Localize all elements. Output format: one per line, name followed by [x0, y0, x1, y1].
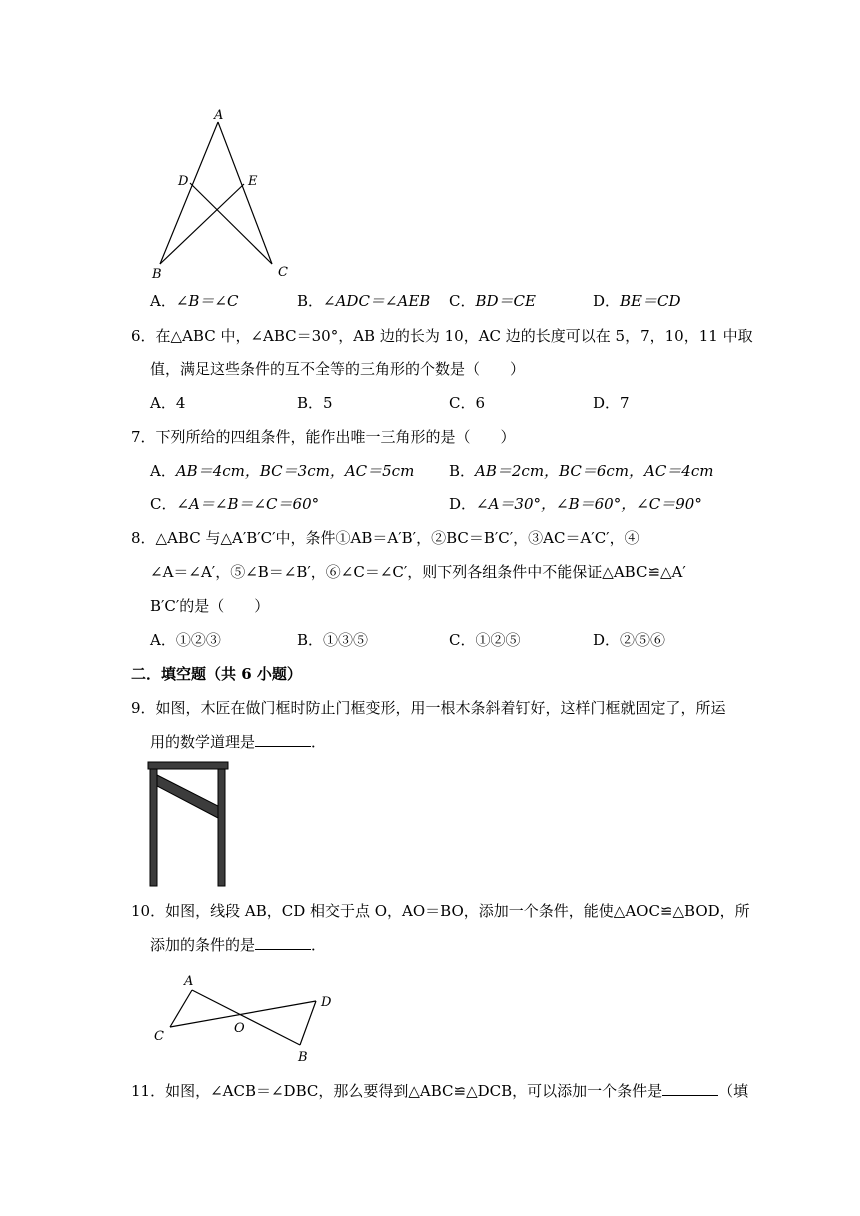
q6-option-c[interactable]: C．6	[449, 394, 486, 412]
q7-option-d[interactable]: D．∠A＝30°，∠B＝60°，∠C＝90°	[449, 495, 702, 513]
segment-ac	[170, 990, 192, 1027]
q9-stem-line1: 9．如图，木匠在做门框时防止门框变形，用一根木条斜着钉好，这样门框就固定了，所运	[131, 699, 726, 717]
triangle-figure-q5	[140, 100, 310, 285]
q8-option-b[interactable]: B．①③⑤	[297, 631, 369, 649]
label-C: C	[154, 1029, 164, 1044]
q6-option-d[interactable]: D．7	[593, 394, 630, 412]
q6-stem-line2: 值，满足这些条件的互不全等的三角形的个数是（ ）	[150, 360, 526, 378]
intersecting-segments-figure	[146, 968, 346, 1066]
q8-stem-line1: 8．△ABC 与△A′B′C′中，条件①AB＝A′B′，②BC＝B′C′，③AC＝A′C′，④	[131, 529, 640, 547]
q7-option-b[interactable]: B．AB＝2cm，BC＝6cm，AC＝4cm	[449, 462, 714, 480]
q6-option-a[interactable]: A．4	[150, 394, 186, 412]
q8-option-a[interactable]: A．①②③	[150, 631, 221, 649]
q5-option-b[interactable]: B．∠ADC＝∠AEB	[297, 292, 431, 310]
q5-option-c[interactable]: C．BD＝CE	[449, 292, 536, 310]
q6-stem-line1: 6．在△ABC 中，∠ABC＝30°，AB 边的长为 10，AC 边的长度可以在 5，7，10，11 中取	[131, 327, 753, 345]
label-E: E	[248, 174, 258, 189]
q6-option-b[interactable]: B．5	[297, 394, 333, 412]
q9-stem-line2: 用的数学道理是 ．	[150, 733, 327, 751]
answer-blank[interactable]	[662, 1081, 718, 1096]
q7-option-a[interactable]: A．AB＝4cm，BC＝3cm，AC＝5cm	[150, 462, 415, 480]
q5-option-d[interactable]: D．BE＝CD	[593, 292, 681, 310]
label-A: A	[184, 974, 194, 989]
q8-stem-line3: B′C′的是（ ）	[150, 597, 270, 615]
section-title: 二．填空题（共 6 小题）	[131, 665, 302, 683]
q8-option-d[interactable]: D．②⑤⑥	[593, 631, 666, 649]
q5-option-a[interactable]: A．∠B＝∠C	[150, 292, 239, 310]
door-frame-figure	[146, 760, 230, 888]
label-B: B	[298, 1050, 308, 1065]
q8-option-c[interactable]: C．①②⑤	[449, 631, 521, 649]
label-A: A	[214, 108, 224, 123]
label-B: B	[152, 267, 162, 282]
q10-stem-line1: 10．如图，线段 AB，CD 相交于点 O，AO＝BO，添加一个条件，能使△AOC≌△BOD，所	[131, 902, 750, 920]
label-D: D	[321, 995, 332, 1010]
q11-stem-line1: 11．如图，∠ACB＝∠DBC，那么要得到△ABC≌△DCB，可以添加一个条件是 （填	[131, 1082, 749, 1100]
label-C: C	[278, 265, 288, 280]
answer-blank[interactable]	[255, 732, 311, 747]
segment-ac	[218, 122, 272, 264]
segment-ab	[192, 990, 300, 1045]
segment-db	[300, 1001, 316, 1045]
q8-stem-line2: ∠A＝∠A′，⑤∠B＝∠B′，⑥∠C＝∠C′，则下列各组条件中不能保证△ABC≌△A′	[150, 563, 686, 581]
q7-option-c[interactable]: C．∠A＝∠B＝∠C＝60°	[150, 495, 320, 513]
label-O: O	[234, 1021, 245, 1036]
label-D: D	[178, 174, 189, 189]
q10-stem-line2: 添加的条件的是 ．	[150, 936, 327, 954]
q7-stem: 7．下列所给的四组条件，能作出唯一三角形的是（ ）	[131, 428, 516, 446]
answer-blank[interactable]	[255, 935, 311, 950]
segment-ab	[160, 122, 218, 264]
